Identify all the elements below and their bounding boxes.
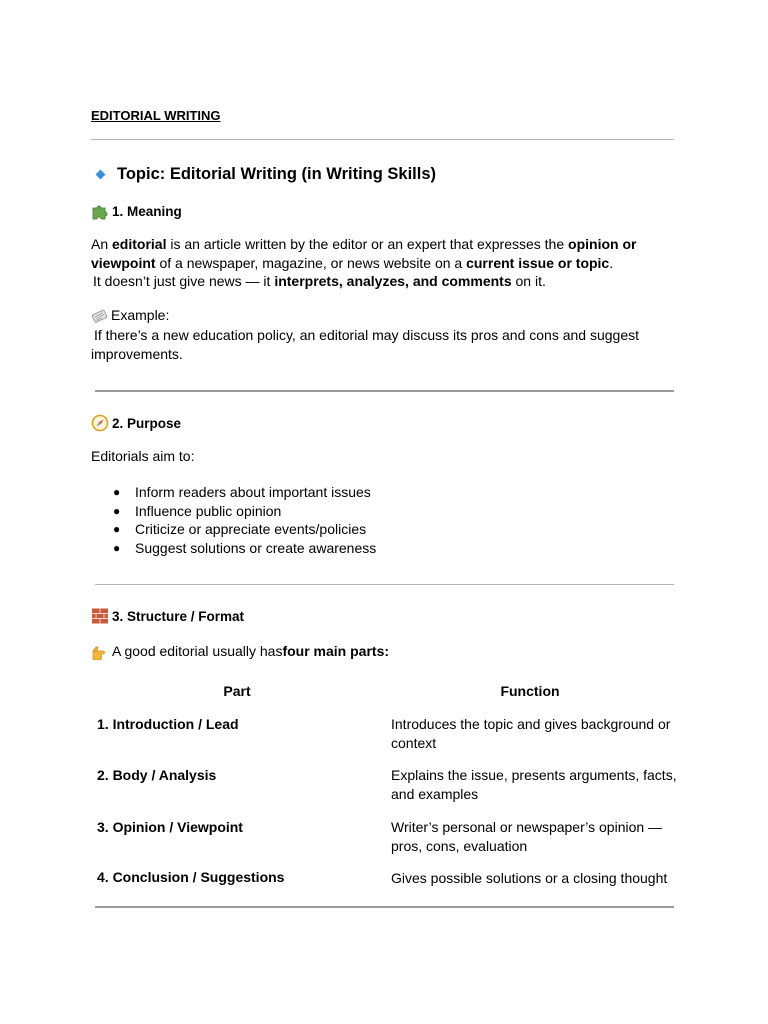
topic-heading <box>96 165 436 184</box>
text: on it. <box>511 273 546 289</box>
bold-text: current issue or topic <box>466 255 610 271</box>
example-label-row <box>91 306 681 325</box>
section-heading-text: 3. Structure / Format <box>112 608 245 624</box>
text: It doesn’t just give news — it <box>93 273 275 289</box>
table-cell-function: Writer’s personal or newspaper’s opinion — pros, cons, evaluation <box>391 819 663 854</box>
structure-intro <box>91 642 681 661</box>
bullet: ● <box>113 522 121 536</box>
meaning-paragraph-2 <box>93 272 683 291</box>
bold-text: interprets, analyzes, and comments <box>274 273 512 289</box>
table-cell-function: Gives possible solutions or a closing thought <box>391 870 668 886</box>
list-item-text: Influence public opinion <box>135 502 282 519</box>
compass-icon <box>91 414 109 432</box>
purpose-intro: Editorials aim to: <box>91 448 195 464</box>
bricks-icon <box>91 607 109 625</box>
section-heading-purpose <box>91 414 181 432</box>
divider <box>95 906 674 908</box>
section-heading-text: 1. Meaning <box>112 203 182 219</box>
list-item-text: Criticize or appreciate events/policies <box>135 521 367 537</box>
text: An <box>91 236 113 252</box>
bullet: ● <box>113 540 121 555</box>
divider <box>95 390 674 392</box>
bold-text: editorial <box>112 236 167 252</box>
list-item <box>113 520 376 539</box>
table-header-function: Function <box>500 683 560 699</box>
pointing-hand-icon <box>91 644 110 660</box>
table-cell-part: 1. Introduction / Lead <box>97 716 239 732</box>
section-heading-meaning <box>91 202 182 220</box>
table-header-part: Part <box>223 683 251 699</box>
puzzle-icon <box>91 202 109 220</box>
document-title: EDITORIAL WRITING <box>91 108 221 123</box>
purpose-list <box>113 483 376 557</box>
bold-text: opinion or viewpoint <box>91 236 637 271</box>
table-cell-part: 2. Body / Analysis <box>97 767 217 783</box>
table-cell-function: Introduces the topic and gives background or context <box>391 716 671 751</box>
example-label: Example: <box>111 307 170 323</box>
section-heading-structure <box>91 607 244 625</box>
list-item <box>113 502 376 521</box>
newspaper-icon <box>91 308 109 324</box>
bullet: ● <box>113 485 121 499</box>
example-text: If there’s a new education policy, an editorial may discuss its pros and cons and suggest improvements. <box>91 327 640 362</box>
divider <box>95 584 674 585</box>
table-cell-part: 4. Conclusion / Suggestions <box>97 869 285 885</box>
bold-text: four main parts: <box>282 643 390 659</box>
section-heading-text: 2. Purpose <box>112 415 182 431</box>
text: A good editorial usually has <box>112 643 283 659</box>
diamond-icon <box>96 170 106 180</box>
table-cell-part: 3. Opinion / Viewpoint <box>97 819 243 835</box>
text: is an article written by the editor or an expert that expresses the <box>166 236 569 252</box>
topic-text: Topic: Editorial Writing (in Writing Skills) <box>117 165 436 183</box>
text: . <box>609 255 614 271</box>
list-item <box>113 539 376 558</box>
bullet: ● <box>113 503 121 518</box>
list-item <box>113 483 376 502</box>
divider <box>91 139 674 140</box>
text: of a newspaper, magazine, or news website on a <box>155 255 467 271</box>
meaning-paragraph <box>91 235 681 273</box>
list-item-text: Suggest solutions or create awareness <box>135 539 377 556</box>
table-cell-function: Explains the issue, presents arguments, facts, and examples <box>391 767 677 802</box>
list-item-text: Inform readers about important issues <box>135 484 371 500</box>
